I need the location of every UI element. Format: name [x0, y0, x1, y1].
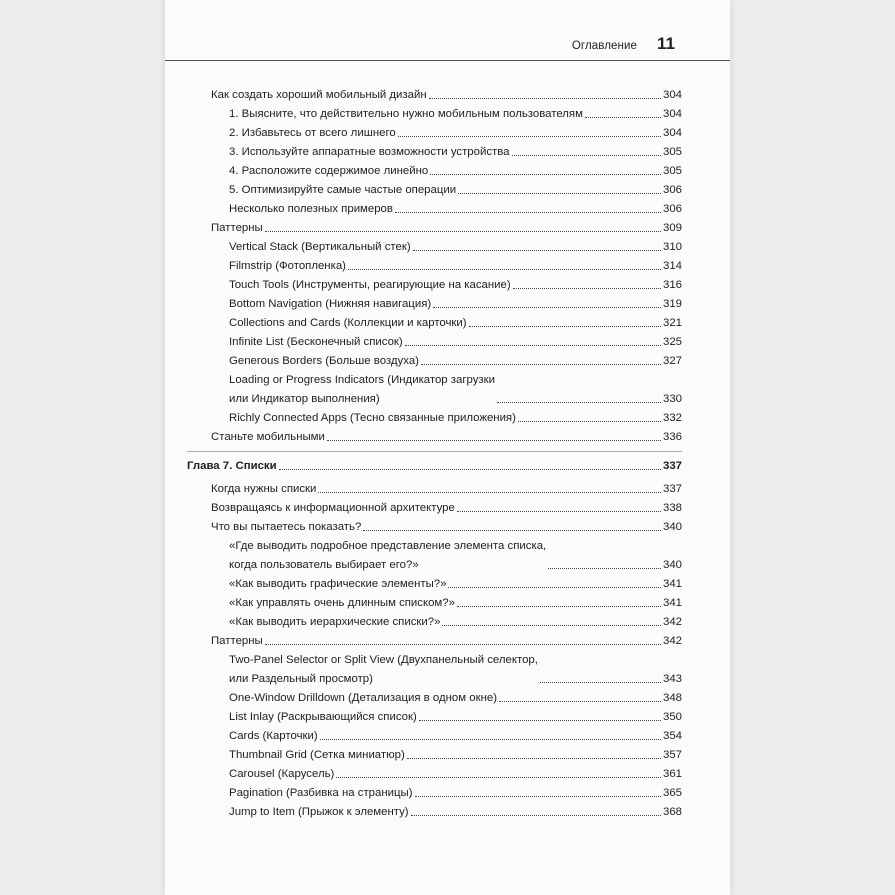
toc-entry-title: Как создать хороший мобильный дизайн — [211, 89, 427, 101]
toc-entry — [187, 691, 682, 705]
toc-entry — [187, 297, 682, 311]
toc-entry — [187, 520, 682, 534]
toc-entry-title: Collections and Cards (Коллекции и карточки) — [229, 317, 467, 329]
toc-entry — [187, 634, 682, 648]
toc-chapter-entry — [187, 459, 682, 473]
toc-entry — [187, 278, 682, 292]
dot-leader — [497, 402, 661, 403]
toc-entry — [187, 539, 682, 572]
toc-entry-title: Touch Tools (Инструменты, реагирующие на касание) — [229, 279, 511, 291]
toc-entry-page: 341 — [662, 597, 682, 609]
dot-leader — [513, 288, 661, 289]
toc-entry-title: «Как выводить графические элементы?» — [229, 578, 447, 590]
toc-entry-page: 354 — [662, 730, 682, 742]
dot-leader — [512, 155, 661, 156]
dot-leader — [585, 117, 661, 118]
toc-entry — [187, 729, 682, 743]
running-header — [165, 34, 730, 61]
toc-entry-title: 2. Избавьтесь от всего лишнего — [229, 127, 396, 139]
toc-entry-title-line: Loading or Progress Indicators (Индикатор загрузки — [229, 374, 495, 386]
toc-entry-page: 337 — [662, 483, 682, 495]
toc-entry-title: Когда нужны списки — [211, 483, 317, 495]
dot-leader — [457, 606, 661, 607]
toc-entry-page: 332 — [662, 412, 682, 424]
toc-entry — [187, 577, 682, 591]
toc-entry — [187, 430, 682, 444]
toc-entry — [187, 183, 682, 197]
page-number: 11 — [657, 34, 675, 53]
toc-entry — [187, 221, 682, 235]
dot-leader — [407, 758, 661, 759]
toc-entry-page: 343 — [662, 673, 682, 685]
toc-entry — [187, 786, 682, 800]
toc-entry-page: 310 — [662, 241, 682, 253]
toc-entry-title: Cards (Карточки) — [229, 730, 318, 742]
dot-leader — [279, 469, 661, 470]
toc-entry-page: 350 — [662, 711, 682, 723]
toc-entry-page: 361 — [662, 768, 682, 780]
toc-entry — [187, 335, 682, 349]
toc-entry-title: Carousel (Карусель) — [229, 768, 335, 780]
toc-entry-title — [229, 653, 538, 686]
dot-leader — [265, 644, 661, 645]
toc-entry-title: 4. Расположите содержимое линейно — [229, 165, 429, 177]
dot-leader — [327, 440, 661, 441]
toc-entry-page: 306 — [662, 203, 682, 215]
toc-entry-page: 368 — [662, 806, 682, 818]
toc-entry-title: Pagination (Разбивка на страницы) — [229, 787, 413, 799]
table-of-contents — [187, 88, 682, 819]
toc-entry-title: Что вы пытаетесь показать? — [211, 521, 362, 533]
toc-entry-title: Jump to Item (Прыжок к элементу) — [229, 806, 409, 818]
toc-entry — [187, 805, 682, 819]
dot-leader — [336, 777, 661, 778]
toc-entry-title-line: «Где выводить подробное представление элемента списка, — [229, 540, 547, 552]
dot-leader — [415, 796, 661, 797]
dot-leader — [499, 701, 661, 702]
toc-entry-title: Richly Connected Apps (Тесно связанные приложения) — [229, 412, 516, 424]
toc-entry — [187, 88, 682, 102]
toc-entry — [187, 316, 682, 330]
toc-entry — [187, 482, 682, 496]
toc-entry-page: 325 — [662, 336, 682, 348]
toc-entry-page: 327 — [662, 355, 682, 367]
toc-entry-title: List Inlay (Раскрывающийся список) — [229, 711, 417, 723]
toc-entry — [187, 240, 682, 254]
toc-entry-page: 305 — [662, 165, 682, 177]
toc-entry — [187, 501, 682, 515]
dot-leader — [442, 625, 661, 626]
toc-entry — [187, 653, 682, 686]
dot-leader — [548, 568, 661, 569]
toc-entry — [187, 748, 682, 762]
toc-entry-page: 365 — [662, 787, 682, 799]
toc-entry-title: Паттерны — [211, 222, 263, 234]
toc-entry-page: 304 — [662, 127, 682, 139]
toc-entry-title: Infinite List (Бесконечный список) — [229, 336, 403, 348]
toc-entry-title: 1. Выясните, что действительно нужно мобильным пользователям — [229, 108, 583, 120]
toc-entry — [187, 767, 682, 781]
dot-leader — [320, 739, 661, 740]
toc-entry — [187, 373, 682, 406]
dot-leader — [363, 530, 661, 531]
toc-entry-page: 304 — [662, 108, 682, 120]
toc-entry-title: «Как управлять очень длинным списком?» — [229, 597, 455, 609]
toc-entry-title: Несколько полезных примеров — [229, 203, 393, 215]
toc-entry-page: 309 — [662, 222, 682, 234]
toc-entry-title: Vertical Stack (Вертикальный стек) — [229, 241, 411, 253]
running-header-title: Оглавление — [571, 40, 637, 52]
toc-entry-page: 340 — [662, 559, 682, 571]
toc-entry-page: 304 — [662, 89, 682, 101]
toc-entry — [187, 259, 682, 273]
toc-entry-page: 336 — [662, 431, 682, 443]
dot-leader — [405, 345, 661, 346]
toc-entry-page: 338 — [662, 502, 682, 514]
toc-entry-page: 316 — [662, 279, 682, 291]
toc-entry — [187, 126, 682, 140]
toc-entry — [187, 615, 682, 629]
toc-entry-page: 337 — [662, 460, 682, 472]
dot-leader — [395, 212, 661, 213]
dot-leader — [318, 492, 661, 493]
dot-leader — [518, 421, 661, 422]
dot-leader — [433, 307, 661, 308]
dot-leader — [265, 231, 661, 232]
toc-entry-title-line: или Индикатор выполнения) — [229, 393, 380, 405]
toc-entry-title: Thumbnail Grid (Сетка миниатюр) — [229, 749, 405, 761]
dot-leader — [540, 682, 661, 683]
dot-leader — [398, 136, 661, 137]
toc-entry-page: 319 — [662, 298, 682, 310]
toc-entry-title: Filmstrip (Фотопленка) — [229, 260, 346, 272]
toc-entry-page: 306 — [662, 184, 682, 196]
toc-entry-title — [229, 373, 495, 406]
toc-entry-title: Глава 7. Списки — [187, 460, 277, 472]
toc-entry-page: 342 — [662, 635, 682, 647]
toc-entry-title: Generous Borders (Больше воздуха) — [229, 355, 419, 367]
toc-entry-title-line: Two-Panel Selector or Split View (Двухпанельный селектор, — [229, 654, 538, 666]
toc-entry — [187, 354, 682, 368]
toc-entry — [187, 411, 682, 425]
toc-entry-title: 3. Используйте аппаратные возможности устройства — [229, 146, 510, 158]
toc-entry — [187, 145, 682, 159]
toc-entry-page: 305 — [662, 146, 682, 158]
toc-entry-page: 342 — [662, 616, 682, 628]
toc-entry-page: 348 — [662, 692, 682, 704]
dot-leader — [448, 587, 661, 588]
toc-entry-page: 330 — [662, 393, 682, 405]
toc-entry-title-line: когда пользователь выбирает его?» — [229, 559, 419, 571]
dot-leader — [429, 98, 661, 99]
book-page — [165, 0, 730, 895]
toc-entry-title — [229, 539, 546, 572]
dot-leader — [469, 326, 661, 327]
toc-entry — [187, 107, 682, 121]
toc-entry-title: Возвращаясь к информационной архитектуре — [211, 502, 455, 514]
toc-entry-page: 314 — [662, 260, 682, 272]
dot-leader — [421, 364, 661, 365]
dot-leader — [457, 511, 661, 512]
dot-leader — [430, 174, 661, 175]
toc-entry-title: Bottom Navigation (Нижняя навигация) — [229, 298, 432, 310]
toc-entry-page: 341 — [662, 578, 682, 590]
toc-entry — [187, 202, 682, 216]
toc-entry-page: 340 — [662, 521, 682, 533]
toc-entry — [187, 164, 682, 178]
dot-leader — [411, 815, 661, 816]
toc-entry-title: Паттерны — [211, 635, 263, 647]
toc-entry — [187, 596, 682, 610]
toc-entry-title: 5. Оптимизируйте самые частые операции — [229, 184, 457, 196]
toc-entry-page: 357 — [662, 749, 682, 761]
dot-leader — [413, 250, 661, 251]
toc-entry-title: Станьте мобильными — [211, 431, 325, 443]
chapter-separator — [187, 451, 682, 452]
dot-leader — [458, 193, 661, 194]
dot-leader — [348, 269, 661, 270]
toc-entry-title-line: или Раздельный просмотр) — [229, 673, 373, 685]
toc-entry — [187, 710, 682, 724]
toc-entry-title: «Как выводить иерархические списки?» — [229, 616, 441, 628]
dot-leader — [419, 720, 661, 721]
toc-entry-page: 321 — [662, 317, 682, 329]
toc-entry-title: One-Window Drilldown (Детализация в одном окне) — [229, 692, 497, 704]
